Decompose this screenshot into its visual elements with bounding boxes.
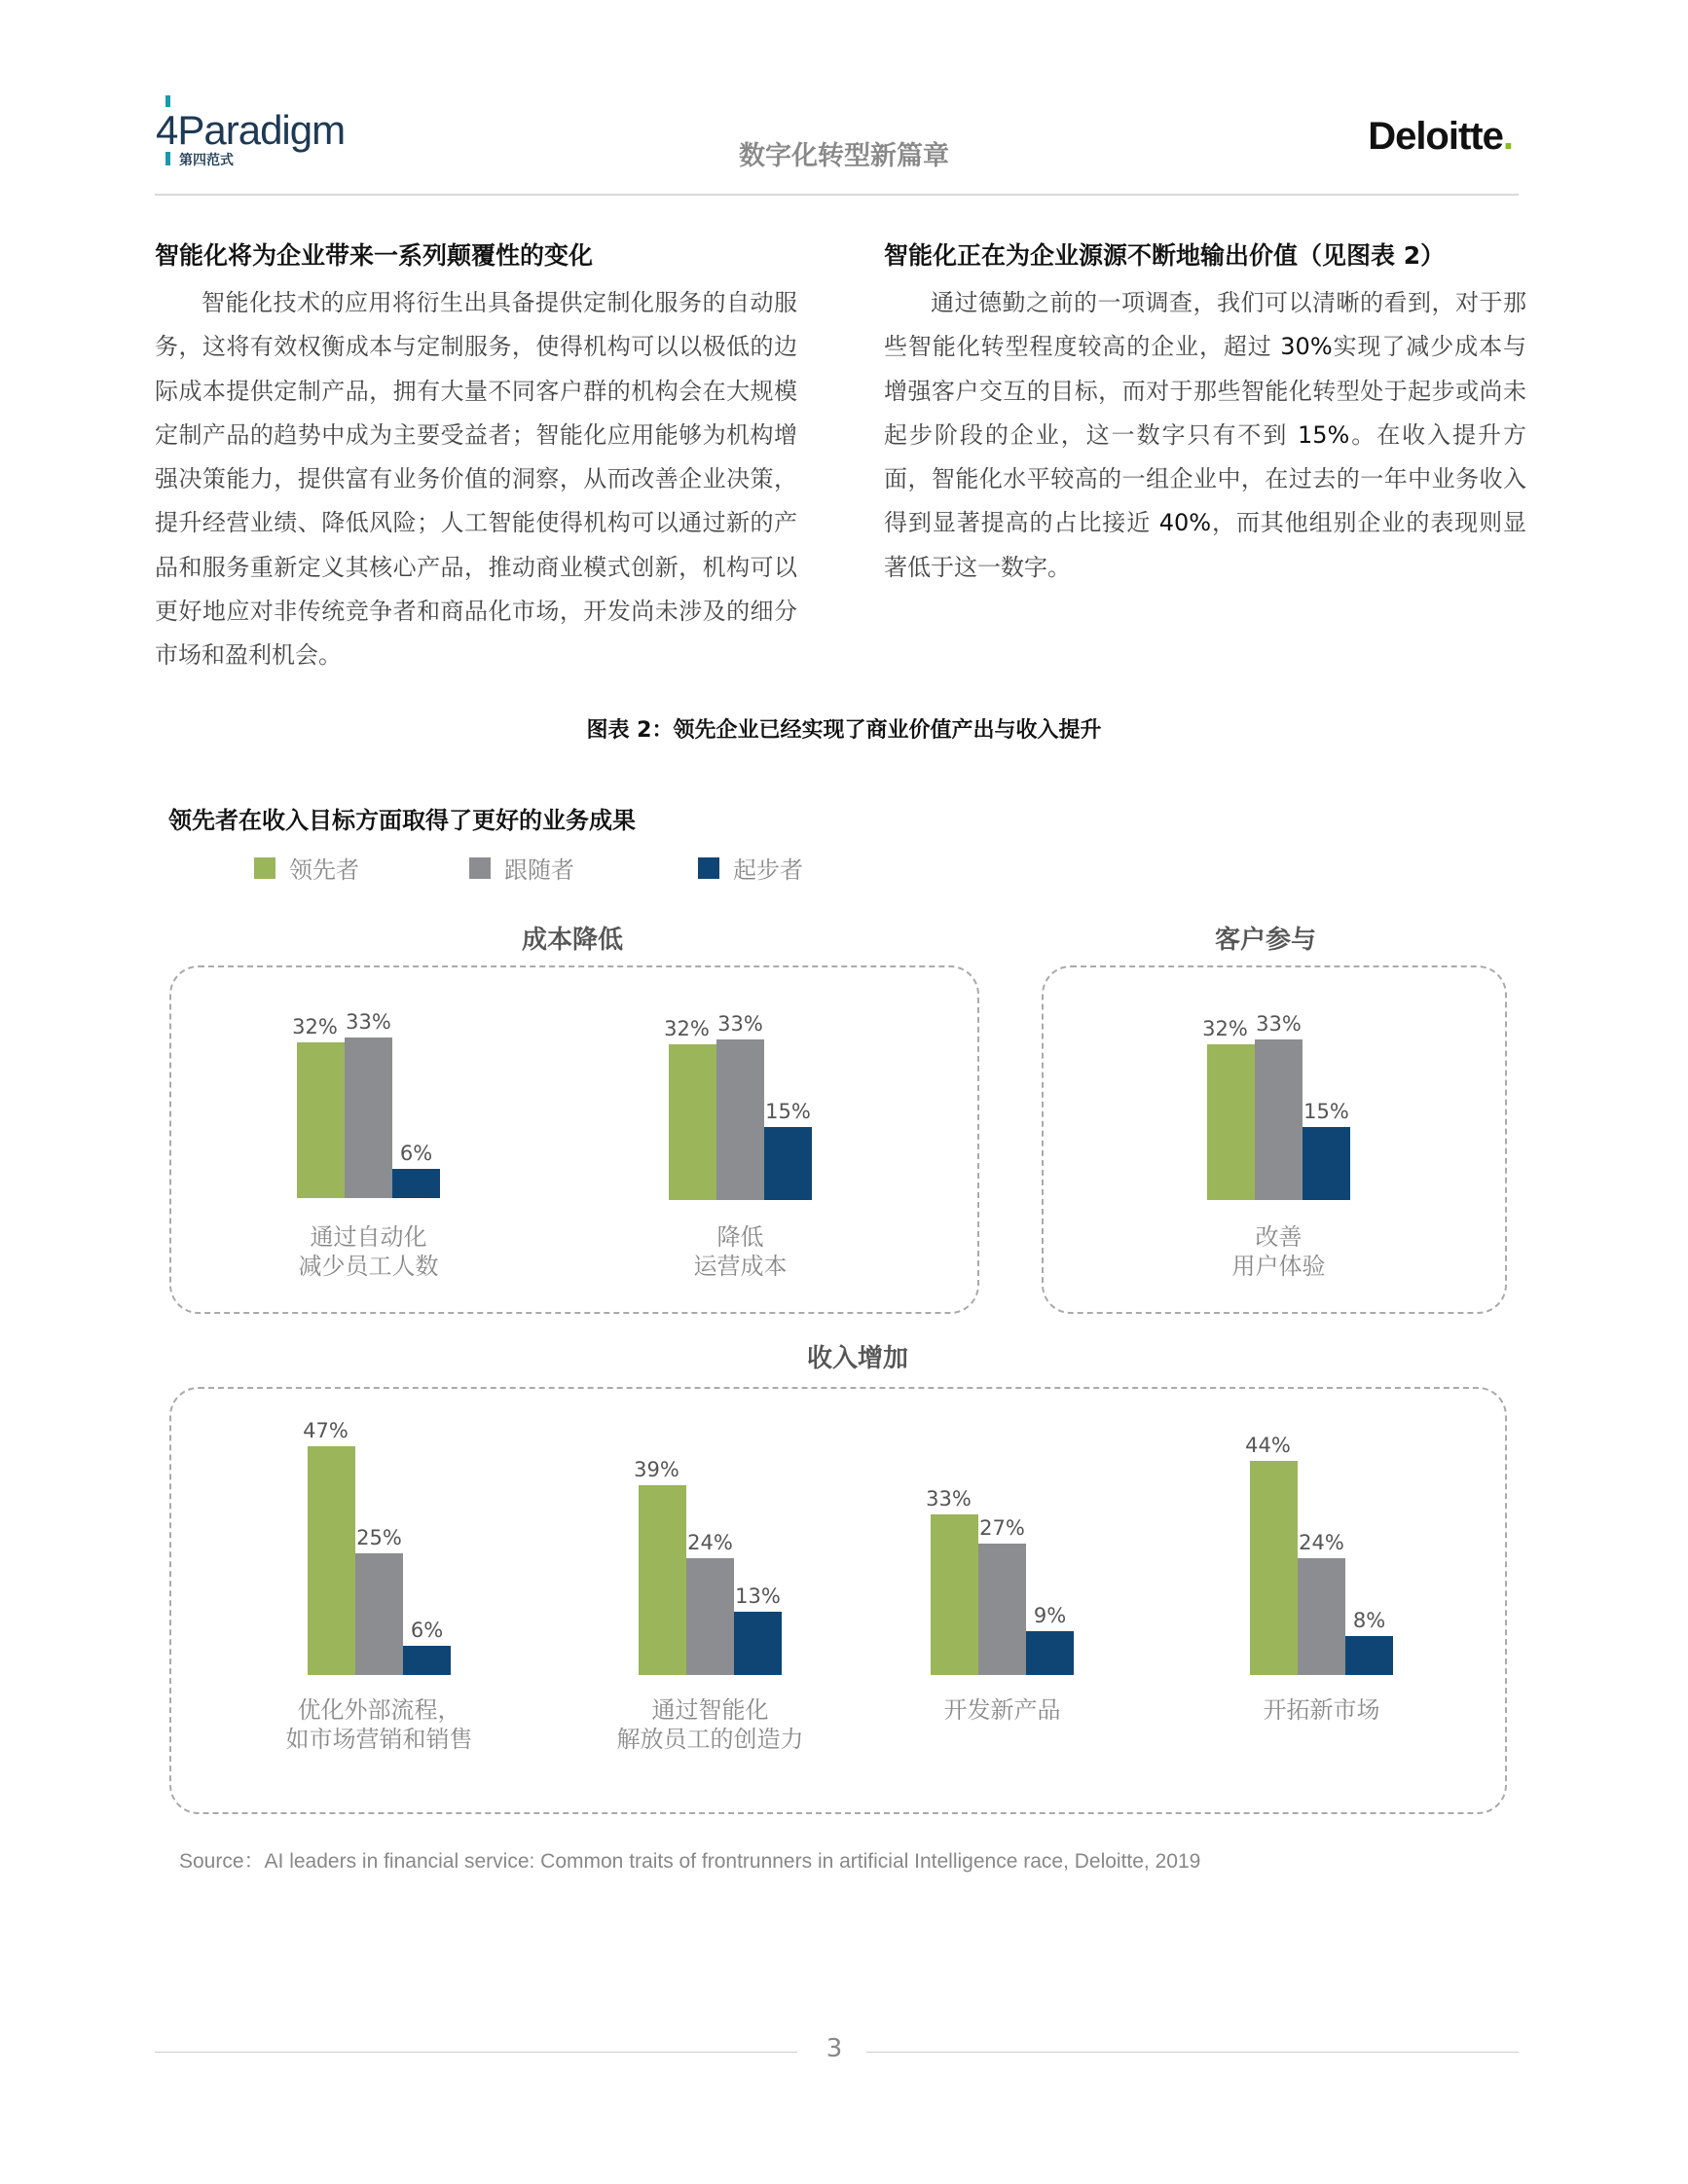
bar-follower: [355, 1553, 403, 1675]
data-label: 33%: [1256, 1012, 1302, 1036]
bar-starter: [1345, 1636, 1393, 1675]
category-label-line: 开发新产品: [943, 1696, 1061, 1724]
data-label: 47%: [303, 1419, 349, 1442]
data-label: 15%: [765, 1100, 811, 1123]
category-label-line: 降低: [716, 1223, 764, 1251]
bar-starter: [734, 1612, 782, 1675]
category-label-line: 减少员工人数: [298, 1253, 439, 1280]
data-label: 25%: [356, 1526, 402, 1549]
right-column: [884, 237, 1526, 590]
logo-mark: [165, 95, 170, 107]
bar-starter: [1303, 1127, 1350, 1200]
footer-line-left: [155, 2052, 797, 2053]
category-label: [614, 1222, 867, 1281]
panel-title-cost: 成本降低: [521, 926, 623, 955]
category-label-line: 改善: [1255, 1223, 1303, 1251]
legend-label: 跟随者: [504, 856, 574, 884]
logo-subtext: 第四范式: [179, 153, 234, 168]
highlight-number: 30%: [1280, 333, 1333, 361]
deloitte-logo: [1368, 115, 1513, 159]
category-label: [876, 1695, 1129, 1725]
data-label: 33%: [346, 1010, 391, 1034]
category-label: [1195, 1695, 1449, 1725]
text: 通过德勤之前的一项调查，我们可以清晰的看到，对于那些智能化转型程度较高的企业，超过: [884, 289, 1526, 361]
bar-follower: [716, 1039, 764, 1200]
bar-leader: [669, 1044, 716, 1200]
bar-follower: [1298, 1558, 1345, 1675]
category-label: [253, 1695, 506, 1754]
chart-title: 领先者在收入目标方面取得了更好的业务成果: [168, 807, 636, 834]
category-label-line: 解放员工的创造力: [616, 1726, 804, 1753]
text: 。在收入提升方面，智能化水平较高的一组企业中，在过去的一年中业务收入得到显著提高的占比接近: [884, 420, 1526, 537]
bar-starter: [403, 1646, 451, 1675]
data-label: 32%: [664, 1017, 710, 1040]
category-label-line: 通过自动化: [310, 1223, 427, 1251]
logo-text: 4Paradigm: [156, 107, 346, 153]
highlight-number: 40%: [1158, 509, 1212, 537]
panel-title-customer: 客户参与: [1214, 926, 1316, 955]
data-label: 24%: [687, 1531, 733, 1554]
text: 实现了减少成本与增强客户交互的目标，而对于那些智能化转型处于起步或尚未起步阶段的企业，这一数字只有不到: [884, 333, 1526, 449]
category-label-line: 优化外部流程，: [297, 1696, 461, 1724]
category-label-line: 运营成本: [693, 1253, 788, 1280]
footer-line-right: [866, 2052, 1519, 2053]
deloitte-dot: .: [1502, 115, 1513, 158]
category-label-line: 通过智能化: [651, 1696, 769, 1724]
category-label-line: 如市场营销和销售: [285, 1726, 473, 1753]
legend-item-leader: [254, 851, 359, 885]
text: ，而其他组别企业的表现则显著低于这一数字。: [884, 509, 1526, 581]
category-label-line: 开拓新市场: [1263, 1696, 1380, 1724]
category-label: [1153, 1222, 1406, 1281]
bar-starter: [392, 1169, 440, 1198]
data-label: 6%: [399, 1142, 433, 1165]
bar-leader: [297, 1042, 345, 1198]
category-label-line: 用户体验: [1231, 1253, 1326, 1280]
category-label: [242, 1222, 495, 1281]
right-heading: 智能化正在为企业源源不断地输出价值（见图表 2）: [884, 241, 1446, 270]
data-label: 24%: [1299, 1531, 1344, 1554]
bar-leader: [639, 1485, 686, 1675]
legend-item-follower: [469, 851, 574, 885]
bar-follower: [345, 1037, 392, 1198]
data-label: 8%: [1352, 1609, 1386, 1632]
right-body: [884, 281, 1526, 590]
bar-starter: [764, 1127, 812, 1200]
left-heading: 智能化将为企业带来一系列颠覆性的变化: [155, 241, 594, 270]
data-label: 32%: [1202, 1017, 1248, 1040]
data-label: 33%: [926, 1487, 972, 1511]
bar-follower: [978, 1544, 1026, 1675]
deloitte-text: Deloitte: [1368, 115, 1503, 158]
bar-leader: [1207, 1044, 1255, 1200]
figure-source: Source：AI leaders in financial service: Common traits of frontrunners in artificial Intelligence race, Deloitte, 2019: [179, 1850, 1201, 1873]
legend-label: 领先者: [289, 856, 359, 884]
bar-follower: [1255, 1039, 1303, 1200]
header-title: 数字化转型新篇章: [739, 141, 949, 171]
bar-follower: [686, 1558, 734, 1675]
highlight-number: 15%: [1297, 420, 1350, 449]
bar-leader: [308, 1446, 355, 1675]
bar-leader: [1250, 1461, 1298, 1675]
data-label: 27%: [979, 1516, 1025, 1540]
data-label: 6%: [410, 1619, 444, 1642]
bar-leader: [931, 1514, 978, 1675]
data-label: 9%: [1033, 1604, 1067, 1627]
left-body: 智能化技术的应用将衍生出具备提供定制化服务的自动服务，这将有效权衡成本与定制服务，使得机构可以以极低的边际成本提供定制产品，拥有大量不同客户群的机构会在大规模定制产品的趋势中成为主要受益者；智能化应用能够为机构增强决策能力，提供富有业务价值的洞察，从而改善企业决策，提升经营业绩、降低风险；人工智能使得机构可以通过新的产品和服务重新定义其核心产品，推动商业模式创新，机构可以更好地应对非传统竞争者和商品化市场，开发尚未涉及的细分市场和盈利机会。: [155, 289, 797, 670]
legend-swatch: [254, 857, 275, 879]
data-label: 32%: [292, 1015, 338, 1038]
header-divider: [155, 194, 1519, 196]
category-label: [584, 1695, 837, 1754]
panel-title-revenue: 收入增加: [806, 1344, 908, 1373]
legend-item-starter: [698, 851, 803, 885]
data-label: 33%: [717, 1012, 763, 1036]
legend-swatch: [469, 857, 491, 879]
left-column: [155, 237, 797, 678]
data-label: 15%: [1303, 1100, 1349, 1123]
legend-label: 起步者: [733, 856, 803, 884]
bar-starter: [1026, 1631, 1074, 1675]
legend-swatch: [698, 857, 719, 879]
data-label: 44%: [1245, 1434, 1291, 1457]
data-label: 13%: [735, 1584, 781, 1608]
figure-caption: 图表 2：领先企业已经实现了商业价值产出与收入提升: [586, 718, 1102, 743]
data-label: 39%: [634, 1458, 679, 1481]
page-number: 3: [826, 2034, 843, 2063]
